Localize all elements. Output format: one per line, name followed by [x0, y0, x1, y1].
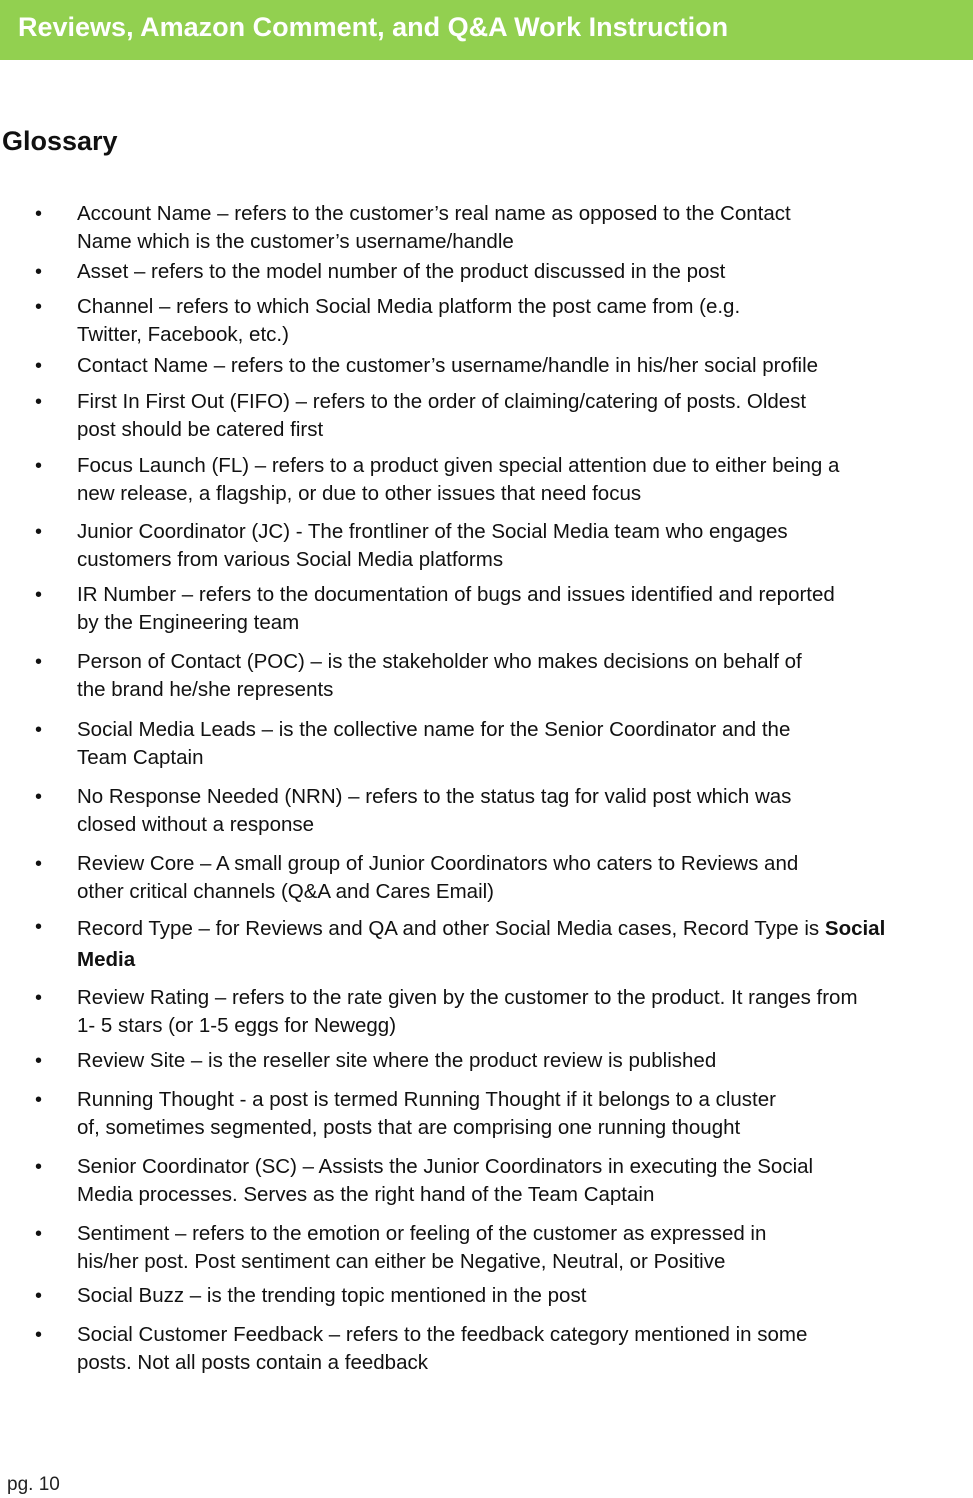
glossary-line: Senior Coordinator (SC) – Assists the Junior Coordinators in executing the Social: [77, 1155, 814, 1178]
glossary-line: Contact Name – refers to the customer’s username/handle in his/her social profile: [77, 354, 819, 377]
bullet: •: [35, 987, 43, 1009]
glossary-line: customers from various Social Media platforms: [77, 548, 504, 571]
glossary-line: Name which is the customer’s username/handle: [77, 230, 514, 253]
glossary-line: Review Site – is the reseller site where the product review is published: [77, 1049, 717, 1072]
bullet: •: [35, 521, 43, 543]
glossary-line: No Response Needed (NRN) – refers to the status tag for valid post which was: [77, 785, 792, 808]
glossary-line: Account Name – refers to the customer’s real name as opposed to the Contact: [77, 202, 791, 225]
bullet: •: [35, 1156, 43, 1178]
page-number: pg. 10: [7, 1474, 60, 1495]
bullet: •: [35, 1089, 43, 1111]
bullet: •: [35, 296, 43, 318]
glossary-line: Focus Launch (FL) – refers to a product given special attention due to either being a: [77, 454, 840, 477]
glossary-line: Team Captain: [77, 746, 204, 769]
glossary-line: Junior Coordinator (JC) - The frontliner of the Social Media team who engages: [77, 520, 788, 543]
glossary-line: Media processes. Serves as the right hand of the Team Captain: [77, 1183, 655, 1206]
bullet: •: [35, 786, 43, 808]
record-type-value: Social: [824, 917, 886, 940]
bullet: •: [35, 355, 43, 377]
bullet: •: [35, 1324, 43, 1346]
bullet: •: [35, 584, 43, 606]
bullet: •: [35, 651, 43, 673]
glossary-line: closed without a response: [77, 813, 315, 836]
glossary-line: Social Media Leads – is the collective name for the Senior Coordinator and the: [77, 718, 791, 741]
bullet: •: [35, 719, 43, 741]
glossary-line: Asset – refers to the model number of the product discussed in the post: [77, 260, 726, 283]
bullet: •: [35, 853, 43, 875]
record-type-value-cont: Media: [77, 948, 136, 971]
bullet: •: [35, 455, 43, 477]
bullet: •: [35, 1050, 43, 1072]
bullet: •: [35, 916, 43, 938]
glossary-line: Channel – refers to which Social Media platform the post came from (e.g.: [77, 295, 741, 318]
glossary-line: Review Rating – refers to the rate given by the customer to the product. It ranges from: [77, 986, 858, 1009]
bullet: •: [35, 203, 43, 225]
glossary-line: Record Type – for Reviews and QA and other Social Media cases, Record Type is: [77, 917, 820, 940]
glossary-line: 1- 5 stars (or 1-5 eggs for Newegg): [77, 1014, 397, 1037]
glossary-line: other critical channels (Q&A and Cares Email): [77, 880, 495, 903]
glossary-line: posts. Not all posts contain a feedback: [77, 1351, 428, 1374]
glossary-line: Social Buzz – is the trending topic mentioned in the post: [77, 1284, 587, 1307]
glossary-line: Running Thought - a post is termed Running Thought if it belongs to a cluster: [77, 1088, 776, 1111]
glossary-line: Person of Contact (POC) – is the stakeholder who makes decisions on behalf of: [77, 650, 802, 673]
bullet: •: [35, 391, 43, 413]
glossary-line: by the Engineering team: [77, 611, 300, 634]
bullet: •: [35, 1285, 43, 1307]
glossary-line: Twitter, Facebook, etc.): [77, 323, 289, 346]
glossary-line: Review Core – A small group of Junior Coordinators who caters to Reviews and: [77, 852, 799, 875]
glossary-line: post should be catered first: [77, 418, 324, 441]
glossary-line: First In First Out (FIFO) – refers to the order of claiming/catering of posts. Oldest: [77, 390, 807, 413]
glossary-line: his/her post. Post sentiment can either be Negative, Neutral, or Positive: [77, 1250, 726, 1273]
glossary-line: new release, a flagship, or due to other issues that need focus: [77, 482, 642, 505]
document-title: Reviews, Amazon Comment, and Q&A Work Instruction: [18, 12, 729, 42]
glossary-line: Sentiment – refers to the emotion or feeling of the customer as expressed in: [77, 1222, 767, 1245]
glossary-line: IR Number – refers to the documentation of bugs and issues identified and reported: [77, 583, 835, 606]
glossary-line: Social Customer Feedback – refers to the feedback category mentioned in some: [77, 1323, 808, 1346]
glossary-heading: Glossary: [2, 126, 118, 156]
bullet: •: [35, 261, 43, 283]
glossary-line: of, sometimes segmented, posts that are comprising one running thought: [77, 1116, 741, 1139]
header-bar: [0, 0, 973, 60]
bullet: •: [35, 1223, 43, 1245]
glossary-line: the brand he/she represents: [77, 678, 334, 701]
